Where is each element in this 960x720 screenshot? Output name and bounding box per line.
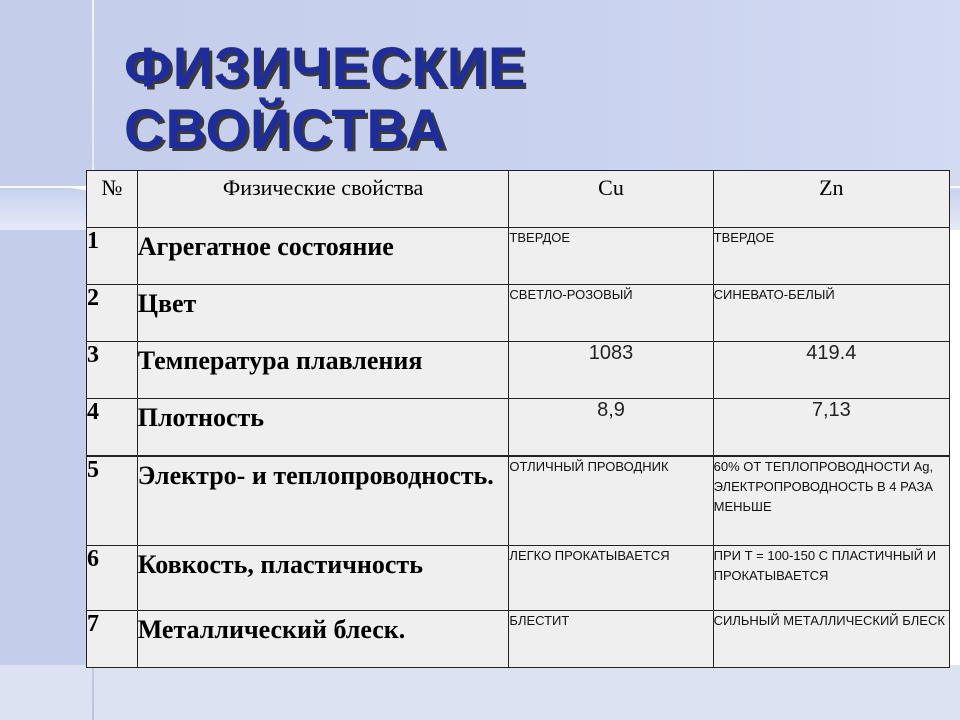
row-zn-value: 7,13 <box>713 399 949 457</box>
row-zn-value: СИНЕВАТО-БЕЛЫЙ <box>713 285 949 342</box>
row-property: Электро- и теплопроводность. <box>137 456 509 546</box>
row-property: Температура плавления <box>137 342 509 399</box>
slide-title <box>124 36 526 160</box>
table-row <box>87 399 950 457</box>
row-number: 3 <box>87 342 138 399</box>
row-number: 7 <box>87 611 138 668</box>
row-cu-value: 8,9 <box>509 399 713 457</box>
header-cu: Cu <box>509 171 713 228</box>
background-left-band <box>0 0 92 720</box>
row-cu-value: СВЕТЛО-РОЗОВЫЙ <box>509 285 713 342</box>
row-number: 5 <box>87 456 138 546</box>
row-property: Агрегатное состояние <box>137 228 509 285</box>
table-row <box>87 285 950 342</box>
header-property: Физические свойства <box>137 171 509 228</box>
row-property: Металлический блеск. <box>137 611 509 668</box>
row-property: Ковкость, пластичность <box>137 546 509 611</box>
table-row <box>87 228 950 285</box>
row-zn-value: СИЛЬНЫЙ МЕТАЛЛИЧЕСКИЙ БЛЕСК <box>713 611 949 668</box>
row-number: 4 <box>87 399 138 457</box>
row-zn-value: ПРИ Т = 100-150 С ПЛАСТИЧНЫЙ И ПРОКАТЫВАЕТСЯ <box>713 546 949 611</box>
background-bottom-band <box>0 665 960 720</box>
row-property: Цвет <box>137 285 509 342</box>
header-number: № <box>87 171 138 228</box>
row-zn-value: ТВЕРДОЕ <box>713 228 949 285</box>
title-line-1: ФИЗИЧЕСКИЕ <box>124 35 527 98</box>
row-number: 1 <box>87 228 138 285</box>
properties-table <box>86 170 950 668</box>
row-property: Плотность <box>137 399 509 457</box>
table-header-row <box>87 171 950 228</box>
row-number: 2 <box>87 285 138 342</box>
row-cu-value: 1083 <box>509 342 713 399</box>
row-zn-value: 419.4 <box>713 342 949 399</box>
header-zn: Zn <box>713 171 949 228</box>
row-number: 6 <box>87 546 138 611</box>
table-row <box>87 611 950 668</box>
table-row <box>87 546 950 611</box>
row-cu-value: ОТЛИЧНЫЙ ПРОВОДНИК <box>509 456 713 546</box>
row-cu-value: ТВЕРДОЕ <box>509 228 713 285</box>
table-row <box>87 342 950 399</box>
title-line-2: СВОЙСТВА <box>124 97 447 160</box>
row-cu-value: БЛЕСТИТ <box>509 611 713 668</box>
table-row <box>87 456 950 546</box>
row-cu-value: ЛЕГКО ПРОКАТЫВАЕТСЯ <box>509 546 713 611</box>
row-zn-value: 60% ОТ ТЕПЛОПРОВОДНОСТИ Ag, ЭЛЕКТРОПРОВОДНОСТЬ В 4 РАЗА МЕНЬШЕ <box>713 456 949 546</box>
